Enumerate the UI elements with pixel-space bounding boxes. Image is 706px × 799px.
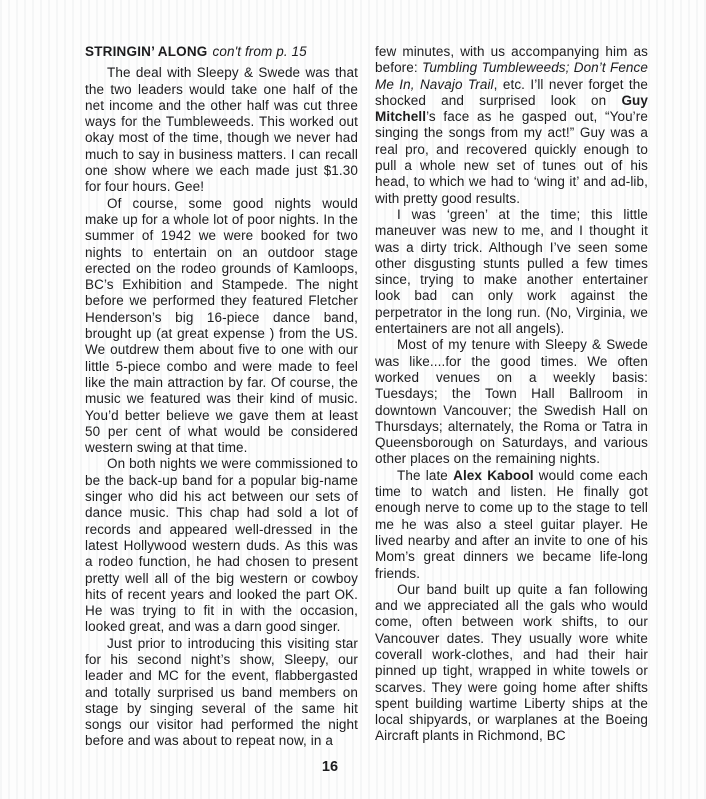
body-text: Of course, some good nights would make up for a whole lot of poor nights. In the summer of 1942 we were booked for two nights to entertain on an outdoor stage erected on the rodeo grounds of Kamloops, BC’s Exhibition and Stampede. The night before we performed they featured Fletcher Henderson’s big 16-piece dance band, brought up (at great expense ) from the US. We outdrew them about five to one with our little 5-piece combo and were made to feel like the main attraction by far. Of course, the music we featured was their kind of music. You’d better believe we gave them at least 50 per cent of what would be considered western swing at that time. [85, 195, 358, 456]
column-right [375, 44, 648, 750]
paragraph [85, 456, 358, 635]
page-number: 16 [321, 759, 339, 775]
body-text: The late [397, 467, 454, 483]
italic-text: Tumbling Tumbleweeds; Don’t Fence Me In, Navajo Trail [375, 60, 648, 92]
body-text: The deal with Sleepy & Swede was that the two leaders would take one half of the net income and the other half was cut three ways for the Tumbleweeds. This worked out okay most of the time, though we never had much to say in business matters. I can recall one show where we each made just $1.30 for four hours. Gee! [85, 65, 358, 195]
bold-text: Guy Mitchell [375, 92, 648, 125]
paragraph [375, 468, 648, 582]
body-text: Most of my tenure with Sleepy & Swede was like....for the good times. We often worked venues on a weekly basis: Tuesdays; the Town Hall Ballroom in downtown Vancouver; the Swedish Hall on Thursdays; alternately, the Roma or Tatra in Queensborough on Saturdays, and various other places on the remaining nights. [375, 337, 648, 467]
body-text: ’s face as he gasped out, “You’re singing the songs from my act!” Guy was a real pro, and recovered quickly enough to pull a whole new set of tunes out of his head, to which we had to ‘wing it’ and ad-lib, with pretty good results. [375, 109, 648, 206]
paragraph [85, 196, 358, 457]
body-text: I was ‘green’ at the time; this little maneuver was new to me, and I thought it was a dirty trick. Although I’ve seen some other disgusting stunts pulled a few times since, trying to make another entertainer look bad can only work against the perpetrator in the long run. (No, Virginia, we entertainers are not all angels). [375, 206, 648, 337]
bold-text: Alex Kabool [453, 467, 534, 483]
continuation-note: con't from p. 15 [212, 44, 307, 59]
paragraph [375, 582, 648, 745]
body-text: On both nights we were commissioned to be the back-up band for a popular big-name singer who did his act between our sets of dance music. This chap had sold a lot of records and appeared well-dressed in the latest Hollywood western duds. As this was a rodeo function, he had chosen to present pretty well all of the big western or cowboy hits of recent years and looked the part OK. He was trying to fit in with the occasion, looked great, and was a darn good singer. [85, 456, 358, 635]
body-text: Our band built up quite a fan following and we appreciated all the gals who would come, often between work shifts, to our Vancouver dates. They usually wore white coverall work-clothes, and had their hair pinned up tight, wrapped in white towels or scarves. They were going home after shifts spent building wartime Liberty ships at the local shipyards, or warplanes at the Boeing Aircraft plants in Richmond, BC [375, 581, 648, 744]
article-continuation-header [85, 44, 358, 60]
paragraph [375, 337, 648, 467]
body-text: , etc. I’ll never forget the shocked and surprised look on [375, 76, 649, 108]
body-text: Just prior to introducing this visiting star for his second night’s show, Sleepy, our leader and MC for the event, flabbergasted and totally surprised us band members on stage by singing several of the same hit songs our visitor had performed the night before and was about to repeat now, in a [85, 635, 358, 749]
article-title: STRINGIN’ ALONG [85, 44, 208, 59]
paragraph [375, 207, 648, 337]
paragraph [375, 44, 648, 207]
body-text: would come each time to watch and listen. He finally got enough nerve to come up to the stage to tell me he was also a steel guitar player. He lived nearby and after an invite to one of his Mom’s great dinners we became life-long friends. [375, 467, 648, 581]
paragraph [85, 636, 358, 750]
column-left [85, 44, 358, 750]
paragraph [85, 65, 358, 195]
body-text: few minutes, with us accompanying him as before: [375, 44, 648, 76]
